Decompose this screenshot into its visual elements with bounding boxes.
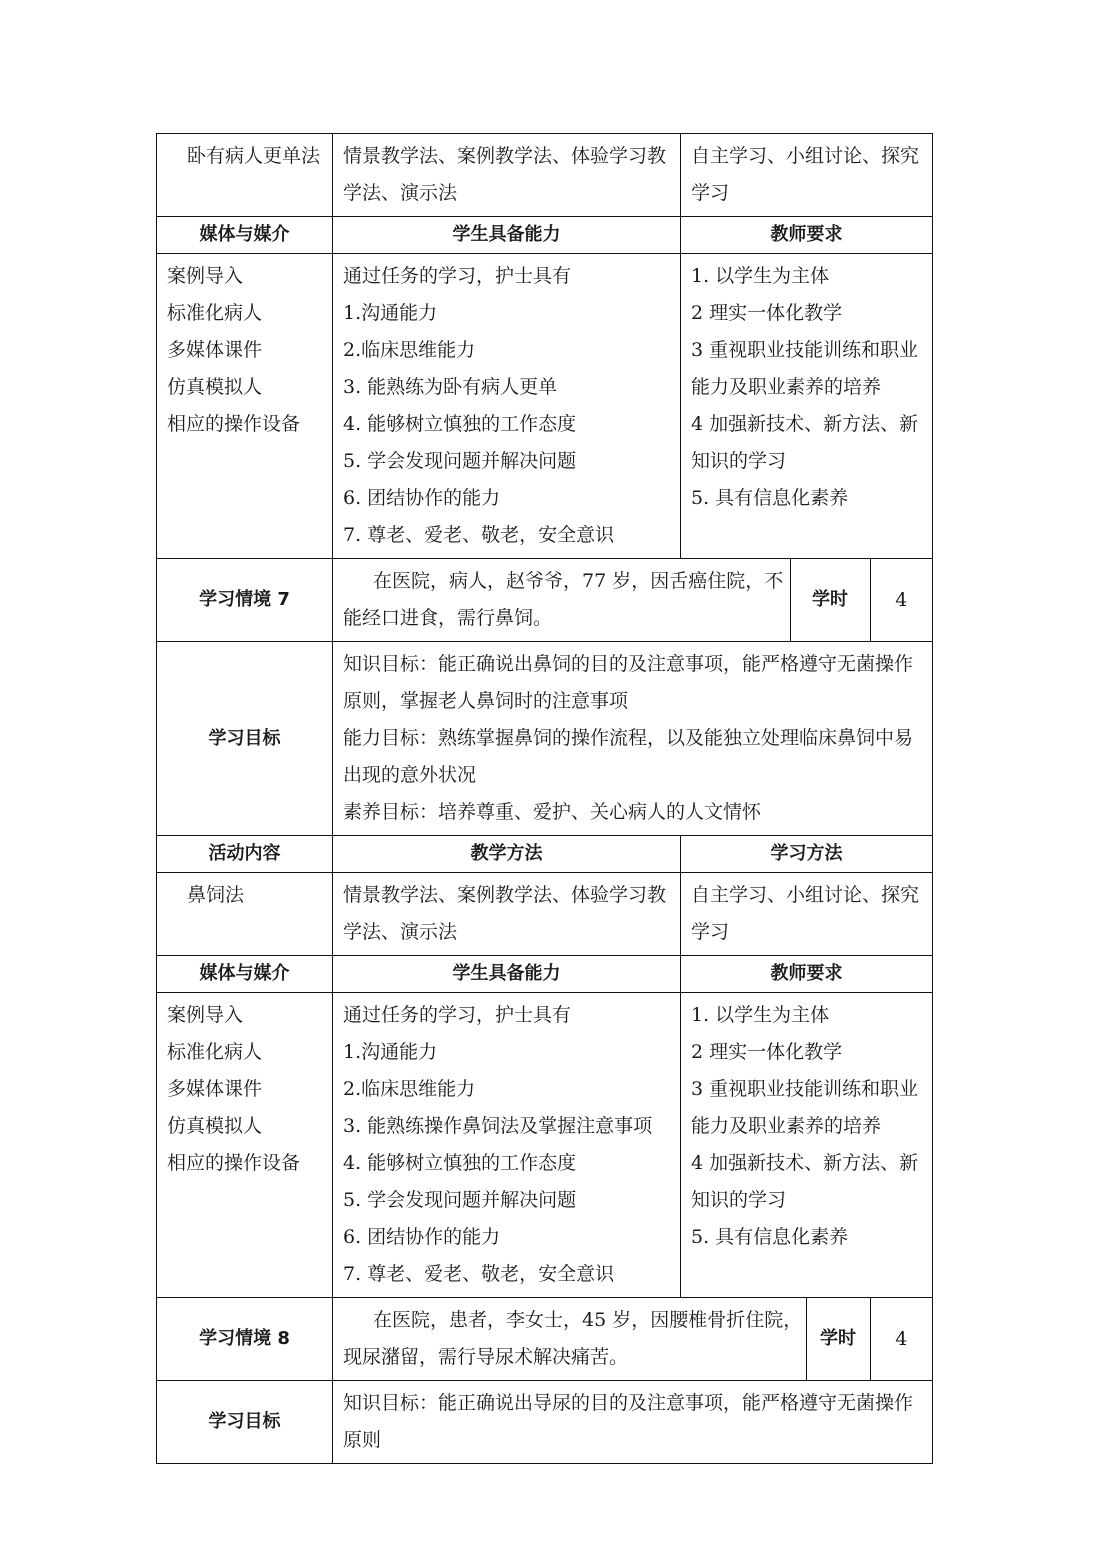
situation-label: 学习情境 7 xyxy=(157,559,333,642)
media-item: 标准化病人 xyxy=(167,1041,263,1063)
situation-line: 现尿潴留，需行导尿术解决痛苦。 xyxy=(343,1346,629,1368)
situation-label: 学习情境 8 xyxy=(157,1298,333,1381)
learning-method-line: 学习 xyxy=(691,921,730,943)
learning-method-cell xyxy=(681,873,933,956)
situation-line: 在医院，病人，赵爷爷，77 岁，因舌癌住院，不 xyxy=(373,570,784,592)
teacher-req-item: 2 理实一体化教学 xyxy=(691,1041,843,1063)
goals-row-7 xyxy=(157,642,933,836)
teaching-method-cell xyxy=(333,134,681,217)
teacher-req-item: 4 加强新技术、新方法、新 xyxy=(691,413,919,435)
teacher-req-item: 能力及职业素养的培养 xyxy=(691,376,882,398)
ability-item: 通过任务的学习，护士具有 xyxy=(343,265,572,287)
header-row-activity xyxy=(157,836,933,873)
media-item: 标准化病人 xyxy=(167,302,263,324)
goal-line: 知识目标：能正确说出鼻饲的目的及注意事项，能严格遵守无菌操作 xyxy=(343,653,914,675)
goals-content xyxy=(333,642,933,836)
teacher-req-item: 5. 具有信息化素养 xyxy=(691,1226,849,1248)
media-item: 相应的操作设备 xyxy=(167,413,301,435)
media-item: 仿真模拟人 xyxy=(167,376,263,398)
teacher-req-item: 知识的学习 xyxy=(691,1189,787,1211)
situation-line: 能经口进食，需行鼻饲。 xyxy=(343,607,553,629)
situation-line: 在医院，患者，李女士，45 岁，因腰椎骨折住院， xyxy=(373,1309,803,1331)
media-item: 案例导入 xyxy=(167,265,244,287)
course-table xyxy=(156,133,933,1464)
situation-content-cell xyxy=(333,559,933,642)
header-activity: 活动内容 xyxy=(157,836,333,873)
activity-row-1 xyxy=(157,134,933,217)
goal-line: 原则 xyxy=(343,1429,382,1451)
header-teacher: 教师要求 xyxy=(681,217,933,254)
media-item: 仿真模拟人 xyxy=(167,1115,263,1137)
hours-value: 4 xyxy=(870,559,932,641)
teacher-req-item: 2 理实一体化教学 xyxy=(691,302,843,324)
media-item: 案例导入 xyxy=(167,1004,244,1026)
learning-method-line: 自主学习、小组讨论、探究 xyxy=(691,884,920,906)
goals-content xyxy=(333,1381,933,1464)
teacher-req-item: 能力及职业素养的培养 xyxy=(691,1115,882,1137)
goal-line: 能力目标：熟练掌握鼻饲的操作流程，以及能独立处理临床鼻饲中易 xyxy=(343,727,914,749)
teaching-method-line: 学法、演示法 xyxy=(343,921,458,943)
teacher-req-cell xyxy=(681,254,933,559)
ability-item: 1.沟通能力 xyxy=(343,302,438,324)
goals-label: 学习目标 xyxy=(157,642,333,836)
activity-name: 鼻饲法 xyxy=(187,884,245,906)
abilities-cell xyxy=(333,993,681,1298)
ability-item: 5. 学会发现问题并解决问题 xyxy=(343,450,577,472)
ability-item: 6. 团结协作的能力 xyxy=(343,487,501,509)
learning-method-cell xyxy=(681,134,933,217)
activity-row-2 xyxy=(157,873,933,956)
hours-label: 学时 xyxy=(790,559,870,641)
header-media: 媒体与媒介 xyxy=(157,217,333,254)
header-teacher: 教师要求 xyxy=(681,956,933,993)
teaching-method-cell xyxy=(333,873,681,956)
lesson-plan-table xyxy=(156,133,932,1464)
header-learning-method: 学习方法 xyxy=(681,836,933,873)
learning-method-line: 自主学习、小组讨论、探究 xyxy=(691,145,920,167)
goal-line: 知识目标：能正确说出导尿的目的及注意事项，能严格遵守无菌操作 xyxy=(343,1392,914,1414)
teaching-method-line: 情景教学法、案例教学法、体验学习教 xyxy=(343,145,667,167)
situation-row-7 xyxy=(157,559,933,642)
activity-name: 卧有病人更单法 xyxy=(187,145,321,167)
media-list-cell xyxy=(157,254,333,559)
ability-item: 2.临床思维能力 xyxy=(343,1078,476,1100)
situation-content-cell xyxy=(333,1298,933,1381)
media-item: 多媒体课件 xyxy=(167,1078,263,1100)
teacher-req-item: 4 加强新技术、新方法、新 xyxy=(691,1152,919,1174)
ability-item: 通过任务的学习，护士具有 xyxy=(343,1004,572,1026)
teacher-req-item: 3 重视职业技能训练和职业 xyxy=(691,339,919,361)
goal-line: 出现的意外状况 xyxy=(343,764,477,786)
header-abilities: 学生具备能力 xyxy=(333,956,681,993)
activity-cell xyxy=(157,873,333,956)
teacher-req-item: 知识的学习 xyxy=(691,450,787,472)
ability-item: 6. 团结协作的能力 xyxy=(343,1226,501,1248)
teacher-req-item: 5. 具有信息化素养 xyxy=(691,487,849,509)
learning-method-line: 学习 xyxy=(691,182,730,204)
ability-item: 1.沟通能力 xyxy=(343,1041,438,1063)
ability-item: 2.临床思维能力 xyxy=(343,339,476,361)
header-row-media-2 xyxy=(157,956,933,993)
situation-row-8 xyxy=(157,1298,933,1381)
teacher-req-cell xyxy=(681,993,933,1298)
goals-label: 学习目标 xyxy=(157,1381,333,1464)
media-block-1 xyxy=(157,254,933,559)
ability-item: 3. 能熟练为卧有病人更单 xyxy=(343,376,558,398)
hours-value: 4 xyxy=(870,1298,932,1380)
header-abilities: 学生具备能力 xyxy=(333,217,681,254)
teacher-req-item: 3 重视职业技能训练和职业 xyxy=(691,1078,919,1100)
ability-item: 4. 能够树立慎独的工作态度 xyxy=(343,413,577,435)
ability-item: 7. 尊老、爱老、敬老，安全意识 xyxy=(343,524,615,546)
teacher-req-item: 1. 以学生为主体 xyxy=(691,1004,830,1026)
ability-item: 4. 能够树立慎独的工作态度 xyxy=(343,1152,577,1174)
ability-item: 5. 学会发现问题并解决问题 xyxy=(343,1189,577,1211)
media-item: 多媒体课件 xyxy=(167,339,263,361)
teaching-method-line: 情景教学法、案例教学法、体验学习教 xyxy=(343,884,667,906)
goals-row-8 xyxy=(157,1381,933,1464)
ability-item: 7. 尊老、爱老、敬老，安全意识 xyxy=(343,1263,615,1285)
hours-label: 学时 xyxy=(806,1298,870,1380)
media-block-2 xyxy=(157,993,933,1298)
situation-text xyxy=(333,1298,806,1380)
header-row-media xyxy=(157,217,933,254)
abilities-cell xyxy=(333,254,681,559)
header-teaching-method: 教学方法 xyxy=(333,836,681,873)
situation-text xyxy=(333,559,790,641)
goal-line: 素养目标：培养尊重、爱护、关心病人的人文情怀 xyxy=(343,801,762,823)
activity-cell xyxy=(157,134,333,217)
media-list-cell xyxy=(157,993,333,1298)
goal-line: 原则，掌握老人鼻饲时的注意事项 xyxy=(343,690,629,712)
teaching-method-line: 学法、演示法 xyxy=(343,182,458,204)
header-media: 媒体与媒介 xyxy=(157,956,333,993)
teacher-req-item: 1. 以学生为主体 xyxy=(691,265,830,287)
ability-item: 3. 能熟练操作鼻饲法及掌握注意事项 xyxy=(343,1115,653,1137)
media-item: 相应的操作设备 xyxy=(167,1152,301,1174)
